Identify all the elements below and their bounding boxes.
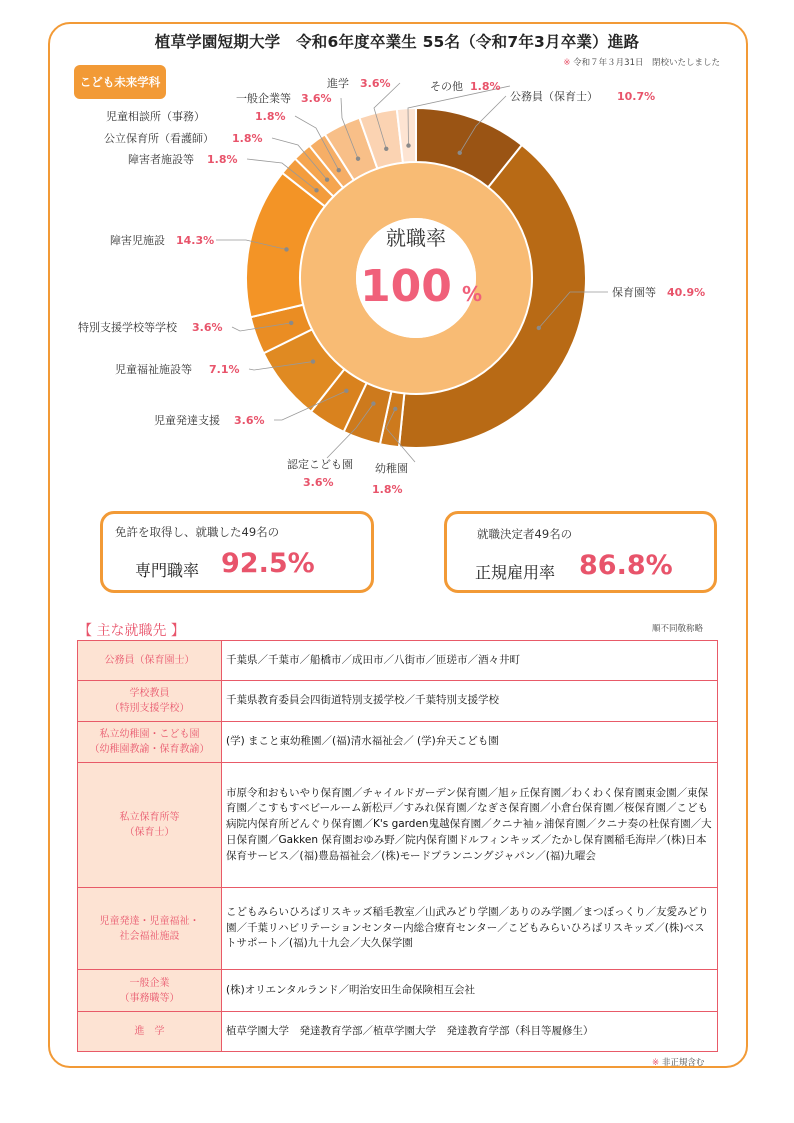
center-label: 就職率 (386, 226, 446, 250)
stat-caption: 免許を取得し、就職した49名の (115, 525, 280, 539)
leader-dot-6 (289, 321, 293, 325)
leader-dot-8 (314, 188, 318, 192)
slice-label-0: 公務員（保育士） (510, 90, 598, 103)
stat-caption: 就職決定者49名の (477, 527, 573, 541)
slice-label-9: 公立保育所（看護師） (104, 132, 214, 145)
slice-value-1: 40.9% (667, 286, 706, 299)
slice-value-11: 3.6% (301, 92, 332, 105)
department-badge: こども未来学科 (74, 65, 166, 99)
slice-value-9: 1.8% (232, 132, 263, 145)
leader-dot-11 (356, 157, 360, 161)
closing-note-text: 令和７年３月31日 閉校いたしました (573, 58, 720, 68)
slice-value-5: 7.1% (209, 363, 240, 376)
slice-label-8: 障害者施設等 (128, 153, 194, 166)
center-value: 100 (360, 261, 452, 312)
row-value: こどもみらいひろばリスキッズ稲毛教室／山武みどり学園／ありのみ学園／まつぼっくり／友愛みどり園／千葉リハビリテーションセンター内総合療育センター／こどもみらいひろばリスキッズ／(株)ベストサポート／(福)九十九会／大久保学園 (222, 888, 718, 970)
stat-value: 86.8% (579, 550, 673, 581)
employers-table (77, 640, 718, 1052)
slice-label-1: 保育園等 (612, 286, 656, 299)
row-value: 植草学園大学 発達教育学部／植草学園大学 発達教育学部（科目等履修生） (222, 1012, 718, 1052)
slice-value-13: 1.8% (470, 80, 501, 93)
leader-dot-2 (393, 407, 397, 411)
row-value: (株)オリエンタルランド／明治安田生命保険相互会社 (222, 970, 718, 1012)
row-category: 私立保育所等 （保育士） (78, 763, 222, 888)
slice-label-7: 障害児施設 (110, 234, 165, 247)
leader-dot-4 (344, 389, 348, 393)
table-row (78, 1012, 718, 1052)
table-row (78, 888, 718, 970)
note-mark: ※ (563, 58, 571, 68)
leader-dot-7 (284, 247, 288, 251)
employers-note: 順不同敬称略 (652, 624, 704, 634)
slice-label-3: 認定こども園 (287, 458, 353, 471)
table-row (78, 970, 718, 1012)
slice-label-11: 一般企業等 (236, 92, 291, 105)
stat-value: 92.5% (221, 548, 315, 579)
stat-box-regular (444, 511, 717, 593)
footnote-mark: ※ (652, 1058, 660, 1068)
stat-box-specialist (100, 511, 374, 593)
slice-value-8: 1.8% (207, 153, 238, 166)
leader-dot-0 (458, 151, 462, 155)
row-value: 千葉県教育委員会四街道特別支援学校／千葉特別支援学校 (222, 681, 718, 722)
slice-label-13: その他 (430, 80, 463, 93)
leader-dot-1 (537, 326, 541, 330)
leader-dot-10 (337, 168, 341, 172)
table-row (78, 763, 718, 888)
row-category: 一般企業 （事務職等） (78, 970, 222, 1012)
center-unit: % (461, 282, 483, 306)
footnote (652, 1056, 704, 1068)
employers-title: 【 主な就職先 】 (78, 623, 185, 639)
leader-dot-3 (371, 401, 375, 405)
row-value: (学) まこと東幼稚園／(福)清水福祉会／ (学)弁天こども園 (222, 722, 718, 763)
slice-label-2: 幼稚園 (375, 462, 408, 475)
table-row (78, 641, 718, 681)
row-category: 公務員（保育園士） (78, 641, 222, 681)
slice-value-3: 3.6% (303, 476, 334, 489)
slice-label-12: 進学 (327, 77, 349, 90)
footnote-text: 非正規含む (661, 1058, 705, 1068)
slice-value-4: 3.6% (234, 414, 265, 427)
row-category: 児童発達・児童福祉・ 社会福祉施設 (78, 888, 222, 970)
slice-value-7: 14.3% (176, 234, 215, 247)
leader-dot-12 (384, 147, 388, 151)
donut-chart (0, 0, 794, 520)
row-category: 私立幼稚園・こども園 （幼稚園教諭・保育教諭） (78, 722, 222, 763)
leader-dot-5 (311, 359, 315, 363)
row-category: 学校教員 （特別支援学校） (78, 681, 222, 722)
slice-label-5: 児童福祉施設等 (115, 363, 192, 376)
row-value: 市原令和おもいやり保育園／チャイルドガーデン保育園／旭ヶ丘保育園／わくわく保育園東金園／東保育園／こすもすベビールーム新松戸／すみれ保育園／なぎさ保育園／小倉台保育園／桜保育園／こども病院内保育所どんぐり保育園／K's garden鬼越保育園／クニナ袖ヶ浦保育園／クニナ奏の杜保育園／大日保育園／Gakken 保育園おゆみ野／院内保育園ドルフィンキッズ／たかし保育園稲毛海岸／(株)日本保育サービス／(福)豊島福祉会／(株)モードプランニングジャパン／(福)九曜会 (222, 763, 718, 888)
row-category: 進 学 (78, 1012, 222, 1052)
leader-dot-9 (325, 177, 329, 181)
slice-value-2: 1.8% (372, 483, 403, 496)
page-title: 植草学園短期大学 令和6年度卒業生 55名（令和7年3月卒業）進路 (154, 33, 640, 51)
table-row (78, 681, 718, 722)
stat-label: 専門職率 (135, 561, 200, 580)
slice-value-10: 1.8% (255, 110, 286, 123)
slice-value-6: 3.6% (192, 321, 223, 334)
table-row (78, 722, 718, 763)
stat-label: 正規雇用率 (475, 563, 556, 582)
slice-label-6: 特別支援学校等学校 (78, 321, 177, 334)
slice-label-4: 児童発達支援 (154, 414, 220, 427)
slice-value-12: 3.6% (360, 77, 391, 90)
row-value: 千葉県／千葉市／船橋市／成田市／八街市／匝瑳市／酒々井町 (222, 641, 718, 681)
leader-dot-13 (406, 143, 410, 147)
slice-label-10: 児童相談所（事務） (106, 110, 205, 123)
slice-value-0: 10.7% (617, 90, 656, 103)
